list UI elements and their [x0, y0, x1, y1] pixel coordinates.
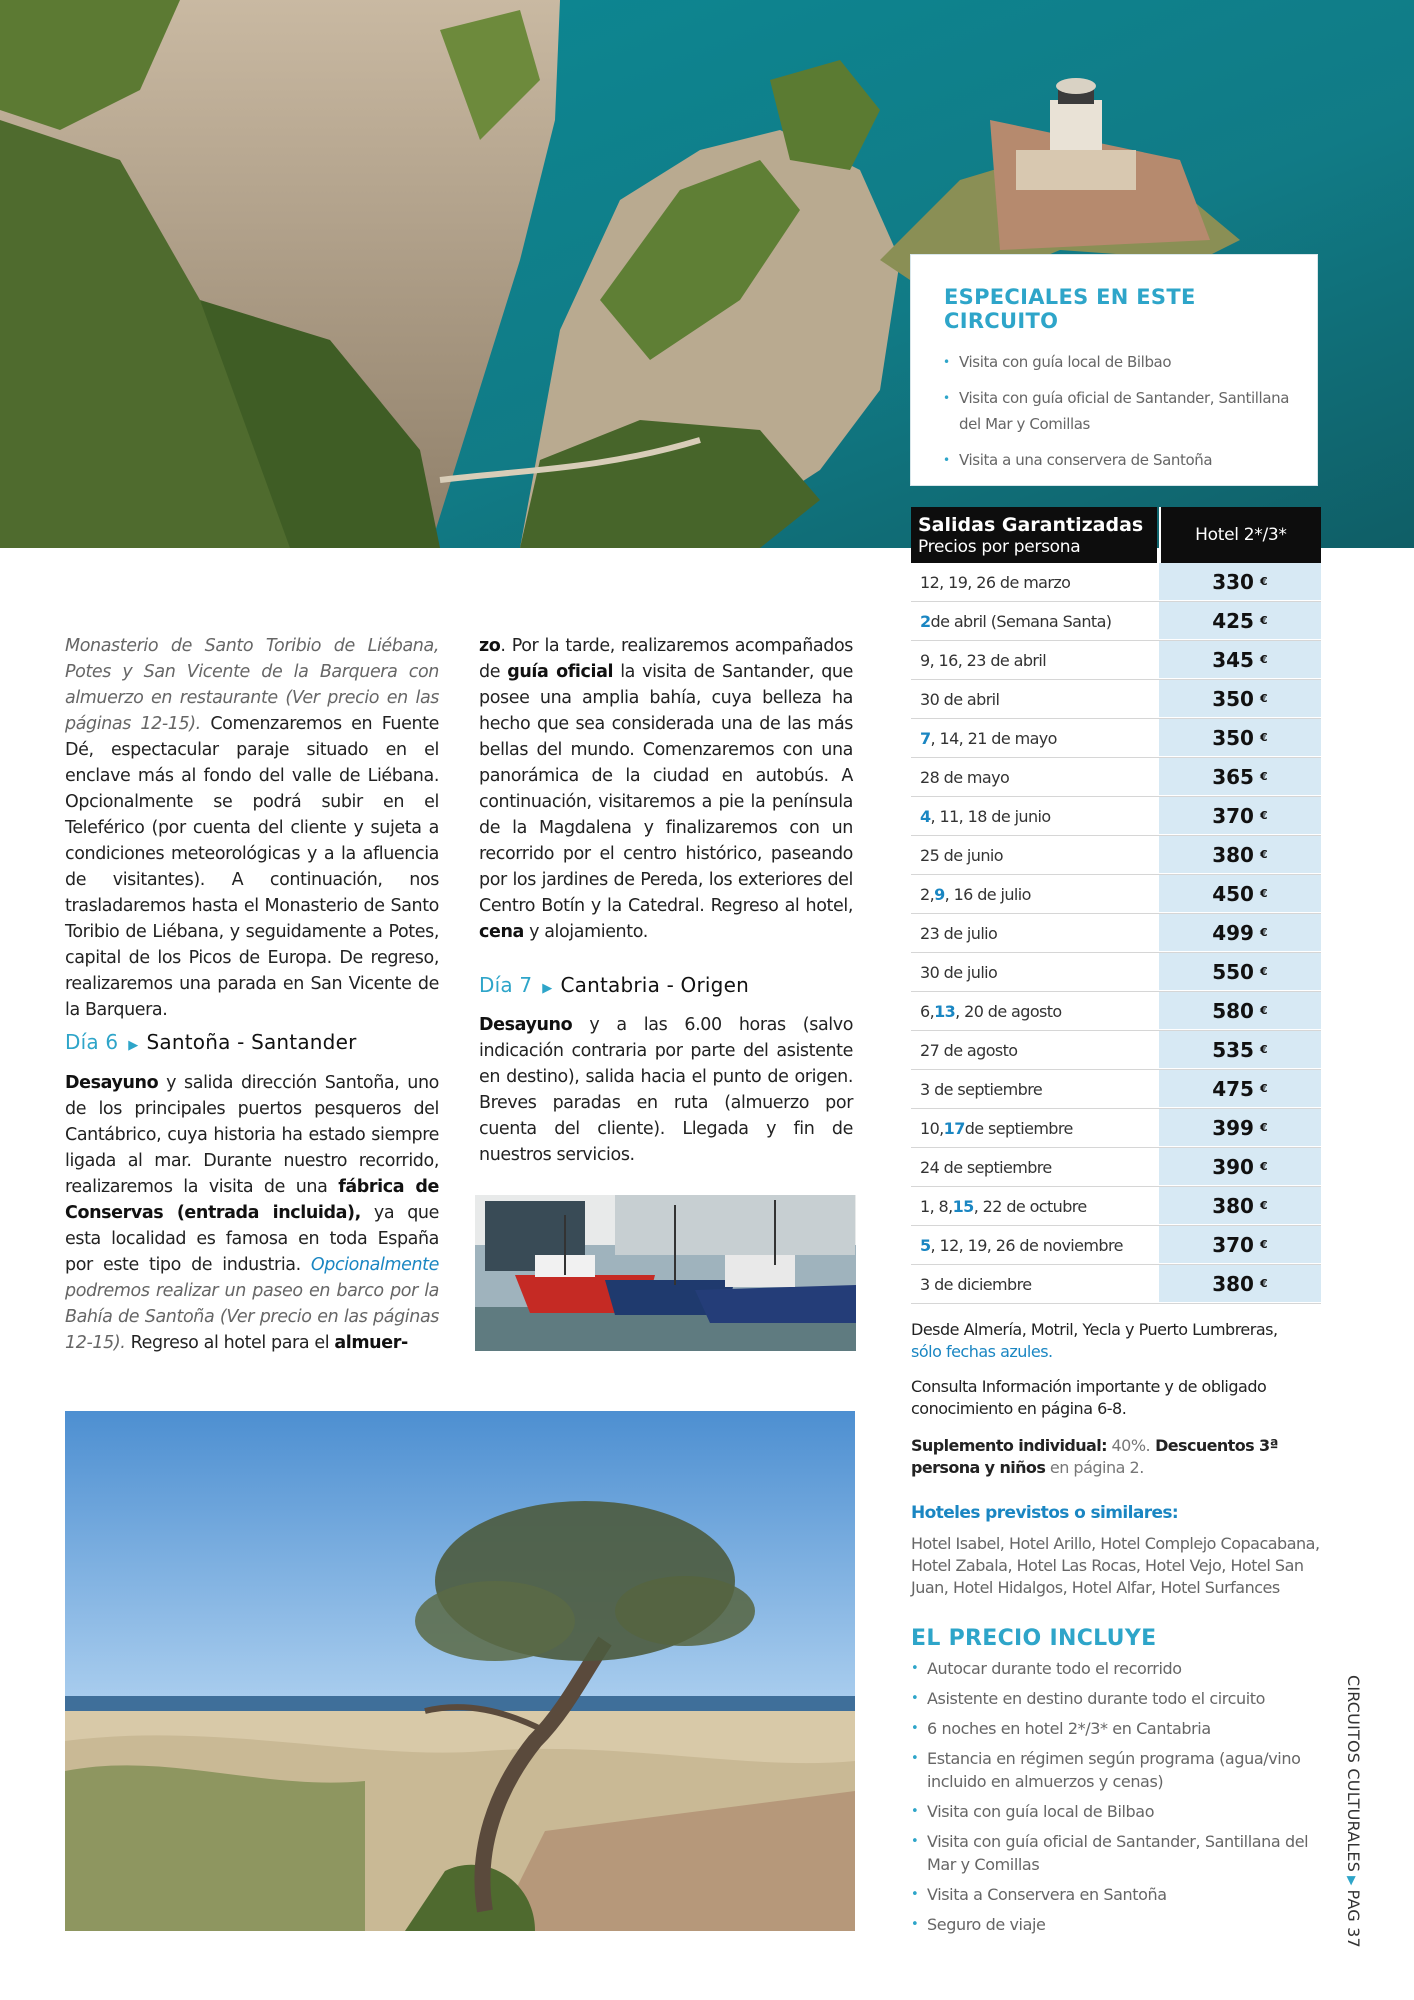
currency-symbol: € — [1259, 1121, 1268, 1134]
price-value: 580 — [1212, 998, 1254, 1023]
currency-symbol: € — [1259, 770, 1268, 783]
price-table-title: Salidas Garantizadas — [918, 514, 1144, 536]
date-part: 30 de abril — [920, 689, 1000, 709]
especiales-item: • Visita a una conservera de Santoña — [941, 447, 1295, 473]
price-cell — [1159, 641, 1321, 679]
date-highlight: 4 — [920, 806, 931, 826]
date-part: de septiembre — [964, 1118, 1073, 1138]
triangle-right-icon: ▶ — [1345, 1876, 1359, 1886]
date-highlight: 2 — [920, 611, 931, 631]
departure-date — [911, 1226, 1157, 1264]
departure-date — [911, 1031, 1157, 1069]
day7-text: y a las 6.00 horas (salvo indicación contraria por parte del asistente en destino), salida hacia el punto de origen. Breves paradas en ruta (almuerzo por cuenta del cliente). Llegada y fin de nuestros servicios. — [479, 1015, 853, 1165]
departure-date — [911, 836, 1157, 874]
currency-symbol: € — [1259, 731, 1268, 744]
col2-text-2: la visita de Santander, que posee una amplia bahía, cuya belleza ha hecho que sea considerada una de las más bellas del mundo. Comenzaremos con una panorámica de la ciudad en autobús. A continuación, visitaremos a pie la península de la Magdalena y finalizaremos con un recorrido por el centro histórico, paseando por los jardines de Pereda, los exteriores del Centro Botín y la Catedral. Regreso al hotel, — [479, 662, 853, 916]
date-part: , 20 de agosto — [955, 1001, 1062, 1021]
page-number: PAG 37 — [1344, 1889, 1363, 1948]
date-part: , 12, 19, 26 de noviembre — [930, 1235, 1123, 1255]
especiales-item: • Visita con guía local de Bilbao — [941, 349, 1295, 375]
price-value: 535 — [1212, 1037, 1254, 1062]
currency-symbol: € — [1259, 1082, 1268, 1095]
price-cell — [1159, 1070, 1321, 1108]
day-6-title: Santoña - Santander — [146, 1030, 357, 1054]
date-part: , 16 de julio — [944, 884, 1031, 904]
fabrica-bold: fábrica de Conservas (entrada incluida), — [65, 1177, 440, 1223]
date-highlight: 7 — [920, 728, 931, 748]
currency-symbol: € — [1259, 692, 1268, 705]
triangle-right-icon: ▶ — [542, 981, 553, 996]
price-row — [911, 797, 1321, 836]
price-cell — [1159, 1109, 1321, 1147]
especiales-box — [911, 255, 1317, 485]
date-part: 6, — [920, 1001, 935, 1021]
date-part: 3 de septiembre — [920, 1079, 1043, 1099]
triangle-right-icon: ▶ — [128, 1038, 139, 1053]
price-value: 425 — [1212, 608, 1254, 633]
price-cell — [1159, 953, 1321, 991]
col2-text-1: . Por la tarde, realizaremos acompañados de — [479, 636, 853, 682]
departure-date — [911, 563, 1157, 601]
price-row — [911, 1226, 1321, 1265]
price-value: 350 — [1212, 725, 1254, 750]
price-value: 475 — [1212, 1076, 1254, 1101]
currency-symbol: € — [1259, 809, 1268, 822]
incluye-item: • Visita con guía oficial de Santander, Santillana del Mar y Comillas — [911, 1830, 1321, 1876]
date-part: 23 de julio — [920, 923, 998, 943]
column-1-intro — [65, 633, 439, 1023]
desayuno-bold: Desayuno — [65, 1073, 159, 1093]
date-highlight: 13 — [934, 1001, 956, 1021]
suplemento-value: 40%. — [1106, 1436, 1151, 1455]
currency-symbol: € — [1259, 614, 1268, 627]
price-cell — [1159, 1031, 1321, 1069]
especiales-title: ESPECIALES EN ESTE CIRCUITO — [944, 285, 1196, 333]
price-cell — [1159, 1265, 1321, 1303]
price-row — [911, 875, 1321, 914]
currency-symbol: € — [1259, 1238, 1268, 1251]
currency-symbol: € — [1259, 575, 1268, 588]
departure-date — [911, 1187, 1157, 1225]
price-row — [911, 836, 1321, 875]
price-cell — [1159, 875, 1321, 913]
consulta-note: Consulta Información importante y de obligado conocimiento en página 6-8. — [911, 1377, 1267, 1418]
price-cell — [1159, 1187, 1321, 1225]
date-part: 24 de septiembre — [920, 1157, 1052, 1177]
incluye-item: • Seguro de viaje — [911, 1913, 1321, 1936]
desde-text: Desde Almería, Motril, Yecla y Puerto Lumbreras, — [911, 1320, 1278, 1339]
price-row — [911, 719, 1321, 758]
day-6-number: Día 6 — [65, 1030, 119, 1054]
price-cell — [1159, 836, 1321, 874]
price-value: 399 — [1212, 1115, 1254, 1140]
day6-text-2: ya que esta localidad es famosa en toda España por este tipo de industria. — [65, 1203, 439, 1275]
departure-date — [911, 641, 1157, 679]
day-6-heading — [65, 1030, 357, 1054]
departure-date — [911, 953, 1157, 991]
side-section-label — [1339, 1675, 1363, 1948]
departure-date — [911, 992, 1157, 1030]
column-1-day6 — [65, 1070, 439, 1356]
desayuno-bold: Desayuno — [479, 1015, 573, 1035]
day-7-title: Cantabria - Origen — [560, 973, 749, 997]
date-highlight: 5 — [920, 1235, 931, 1255]
price-cell — [1159, 680, 1321, 718]
day-7-number: Día 7 — [479, 973, 533, 997]
price-row — [911, 914, 1321, 953]
day-7-heading — [479, 973, 749, 997]
date-part: 28 de mayo — [920, 767, 1010, 787]
column-2-day6-cont — [479, 633, 853, 945]
date-part: de abril (Semana Santa) — [930, 611, 1112, 631]
day6-italic: podremos realizar un paseo en barco por la Bahía de Santoña (Ver precio en las páginas 12-15). — [65, 1281, 439, 1353]
currency-symbol: € — [1259, 1004, 1268, 1017]
departure-date — [911, 875, 1157, 913]
price-cell — [1159, 758, 1321, 796]
hoteles-title: Hoteles previstos o similares: — [911, 1503, 1179, 1523]
price-table-rows — [911, 563, 1321, 1304]
incluye-item: • 6 noches en hotel 2*/3* en Cantabria — [911, 1717, 1321, 1740]
price-value: 365 — [1212, 764, 1254, 789]
incluye-item: • Estancia en régimen según programa (agua/vino incluido en almuerzos y cenas) — [911, 1747, 1321, 1793]
date-part: , 11, 18 de junio — [930, 806, 1051, 826]
date-part: 2, — [920, 884, 935, 904]
date-part: 27 de agosto — [920, 1040, 1018, 1060]
price-value: 499 — [1212, 920, 1254, 945]
departure-date — [911, 1148, 1157, 1186]
intro-text: Comenzaremos en Fuente Dé, espectacular paraje situado en el enclave más al fondo del valle de Liébana. Opcionalmente se podrá subir en el Teleférico (por cuenta del cliente y sujeta a condiciones meteorológicas y a la afluencia de visitantes). A continuación, nos trasladaremos hasta el Monasterio de Santo Toribio de Liébana, y seguidamente a Potes, capital de los Picos de Europa. De regreso, realizaremos una parada en San Vicente de la Barquera. — [65, 714, 439, 1020]
price-row — [911, 563, 1321, 602]
price-table-subtitle: Precios por persona — [918, 537, 1081, 557]
departure-date — [911, 602, 1157, 640]
suplemento-note — [911, 1435, 1321, 1479]
price-cell — [1159, 563, 1321, 601]
departure-date — [911, 914, 1157, 952]
price-row — [911, 1265, 1321, 1304]
price-row — [911, 992, 1321, 1031]
price-cell — [1159, 797, 1321, 835]
price-table — [911, 507, 1321, 1304]
price-row — [911, 602, 1321, 641]
departure-date — [911, 1265, 1157, 1303]
price-value: 380 — [1212, 1271, 1254, 1296]
guia-oficial-bold: guía oficial — [507, 662, 614, 682]
desde-note — [911, 1319, 1321, 1363]
descuentos-label: Descuentos 3ª persona y niños — [911, 1436, 1278, 1477]
price-value: 350 — [1212, 686, 1254, 711]
hoteles-text: Hotel Isabel, Hotel Arillo, Hotel Complejo Copacabana, Hotel Zabala, Hotel Las Rocas, Hotel Vejo, Hotel San Juan, Hotel Hidalgos, Hotel Alfar, Hotel Surfances — [911, 1534, 1320, 1597]
opcionalmente-link: Opcionalmente — [310, 1255, 439, 1275]
price-cell — [1159, 1148, 1321, 1186]
currency-symbol: € — [1259, 848, 1268, 861]
column-2-day7 — [479, 1012, 853, 1168]
cena-bold: cena — [479, 922, 524, 942]
departure-date — [911, 680, 1157, 718]
price-cell — [1159, 602, 1321, 640]
currency-symbol: € — [1259, 887, 1268, 900]
price-value: 380 — [1212, 1193, 1254, 1218]
incluye-item: • Autocar durante todo el recorrido — [911, 1657, 1321, 1680]
especiales-list — [941, 349, 1295, 473]
currency-symbol: € — [1259, 926, 1268, 939]
incluye-item: • Visita a Conservera en Santoña — [911, 1883, 1321, 1906]
photo-fishing-boats — [475, 1195, 856, 1351]
especiales-item: • Visita con guía oficial de Santander, Santillana del Mar y Comillas — [941, 385, 1295, 437]
price-row — [911, 758, 1321, 797]
almuerzo-bold: almuer- — [334, 1333, 408, 1353]
incluye-item: • Asistente en destino durante todo el circuito — [911, 1687, 1321, 1710]
currency-symbol: € — [1259, 653, 1268, 666]
price-row — [911, 1148, 1321, 1187]
currency-symbol: € — [1259, 1199, 1268, 1212]
incluye-item: • Visita con guía local de Bilbao — [911, 1800, 1321, 1823]
price-row — [911, 1187, 1321, 1226]
departure-date — [911, 797, 1157, 835]
almuerzo-cont-bold: zo — [479, 636, 501, 656]
price-row — [911, 1070, 1321, 1109]
date-highlight: 17 — [943, 1118, 965, 1138]
descuentos-value: en página 2. — [1045, 1458, 1144, 1477]
date-highlight: 15 — [952, 1196, 974, 1216]
price-value: 345 — [1212, 647, 1254, 672]
currency-symbol: € — [1259, 1160, 1268, 1173]
incluye-title: EL PRECIO INCLUYE — [911, 1626, 1157, 1651]
day6-text-1: y salida dirección Santoña, uno de los principales puertos pesqueros del Cantábrico, cuya historia ha estado siempre ligada al mar. Durante nuestro recorrido, realizaremos la visita de una — [65, 1073, 439, 1197]
desde-link: sólo fechas azules. — [911, 1342, 1053, 1361]
date-part: , 14, 21 de mayo — [930, 728, 1057, 748]
departure-date — [911, 1109, 1157, 1147]
departure-date — [911, 1070, 1157, 1108]
date-part: 25 de junio — [920, 845, 1003, 865]
departure-date — [911, 758, 1157, 796]
price-table-hotel-header: Hotel 2*/3* — [1159, 507, 1321, 563]
date-part: 12, 19, 26 de marzo — [920, 572, 1071, 592]
col2-text-3: y alojamiento. — [523, 922, 648, 942]
price-cell — [1159, 914, 1321, 952]
side-section-name: CIRCUITOS CULTURALES — [1344, 1675, 1363, 1873]
departure-date — [911, 719, 1157, 757]
price-row — [911, 680, 1321, 719]
price-row — [911, 1109, 1321, 1148]
price-value: 370 — [1212, 803, 1254, 828]
price-value: 550 — [1212, 959, 1254, 984]
price-cell — [1159, 1226, 1321, 1264]
date-part: , 22 de octubre — [973, 1196, 1087, 1216]
photo-beach-tree — [65, 1411, 855, 1931]
price-row — [911, 953, 1321, 992]
intro-optional-italic: Monasterio de Santo Toribio de Liébana, Potes y San Vicente de la Barquera con almuerzo en restaurante (Ver precio en las páginas 12-15). — [65, 636, 439, 734]
price-value: 390 — [1212, 1154, 1254, 1179]
date-part: 1, 8, — [920, 1196, 953, 1216]
price-row — [911, 641, 1321, 680]
price-value: 370 — [1212, 1232, 1254, 1257]
price-table-header — [911, 507, 1321, 563]
suplemento-label: Suplemento individual: — [911, 1436, 1107, 1455]
price-cell — [1159, 719, 1321, 757]
day6-text-3: Regreso al hotel para el — [125, 1333, 335, 1353]
currency-symbol: € — [1259, 1277, 1268, 1290]
currency-symbol: € — [1259, 965, 1268, 978]
date-highlight: 9 — [934, 884, 945, 904]
price-value: 330 — [1212, 569, 1254, 594]
price-value: 450 — [1212, 881, 1254, 906]
incluye-list — [911, 1657, 1321, 1943]
price-row — [911, 1031, 1321, 1070]
date-part: 30 de julio — [920, 962, 998, 982]
date-part: 9, 16, 23 de abril — [920, 650, 1047, 670]
currency-symbol: € — [1259, 1043, 1268, 1056]
date-part: 3 de diciembre — [920, 1274, 1032, 1294]
date-part: 10, — [920, 1118, 944, 1138]
price-cell — [1159, 992, 1321, 1030]
price-value: 380 — [1212, 842, 1254, 867]
